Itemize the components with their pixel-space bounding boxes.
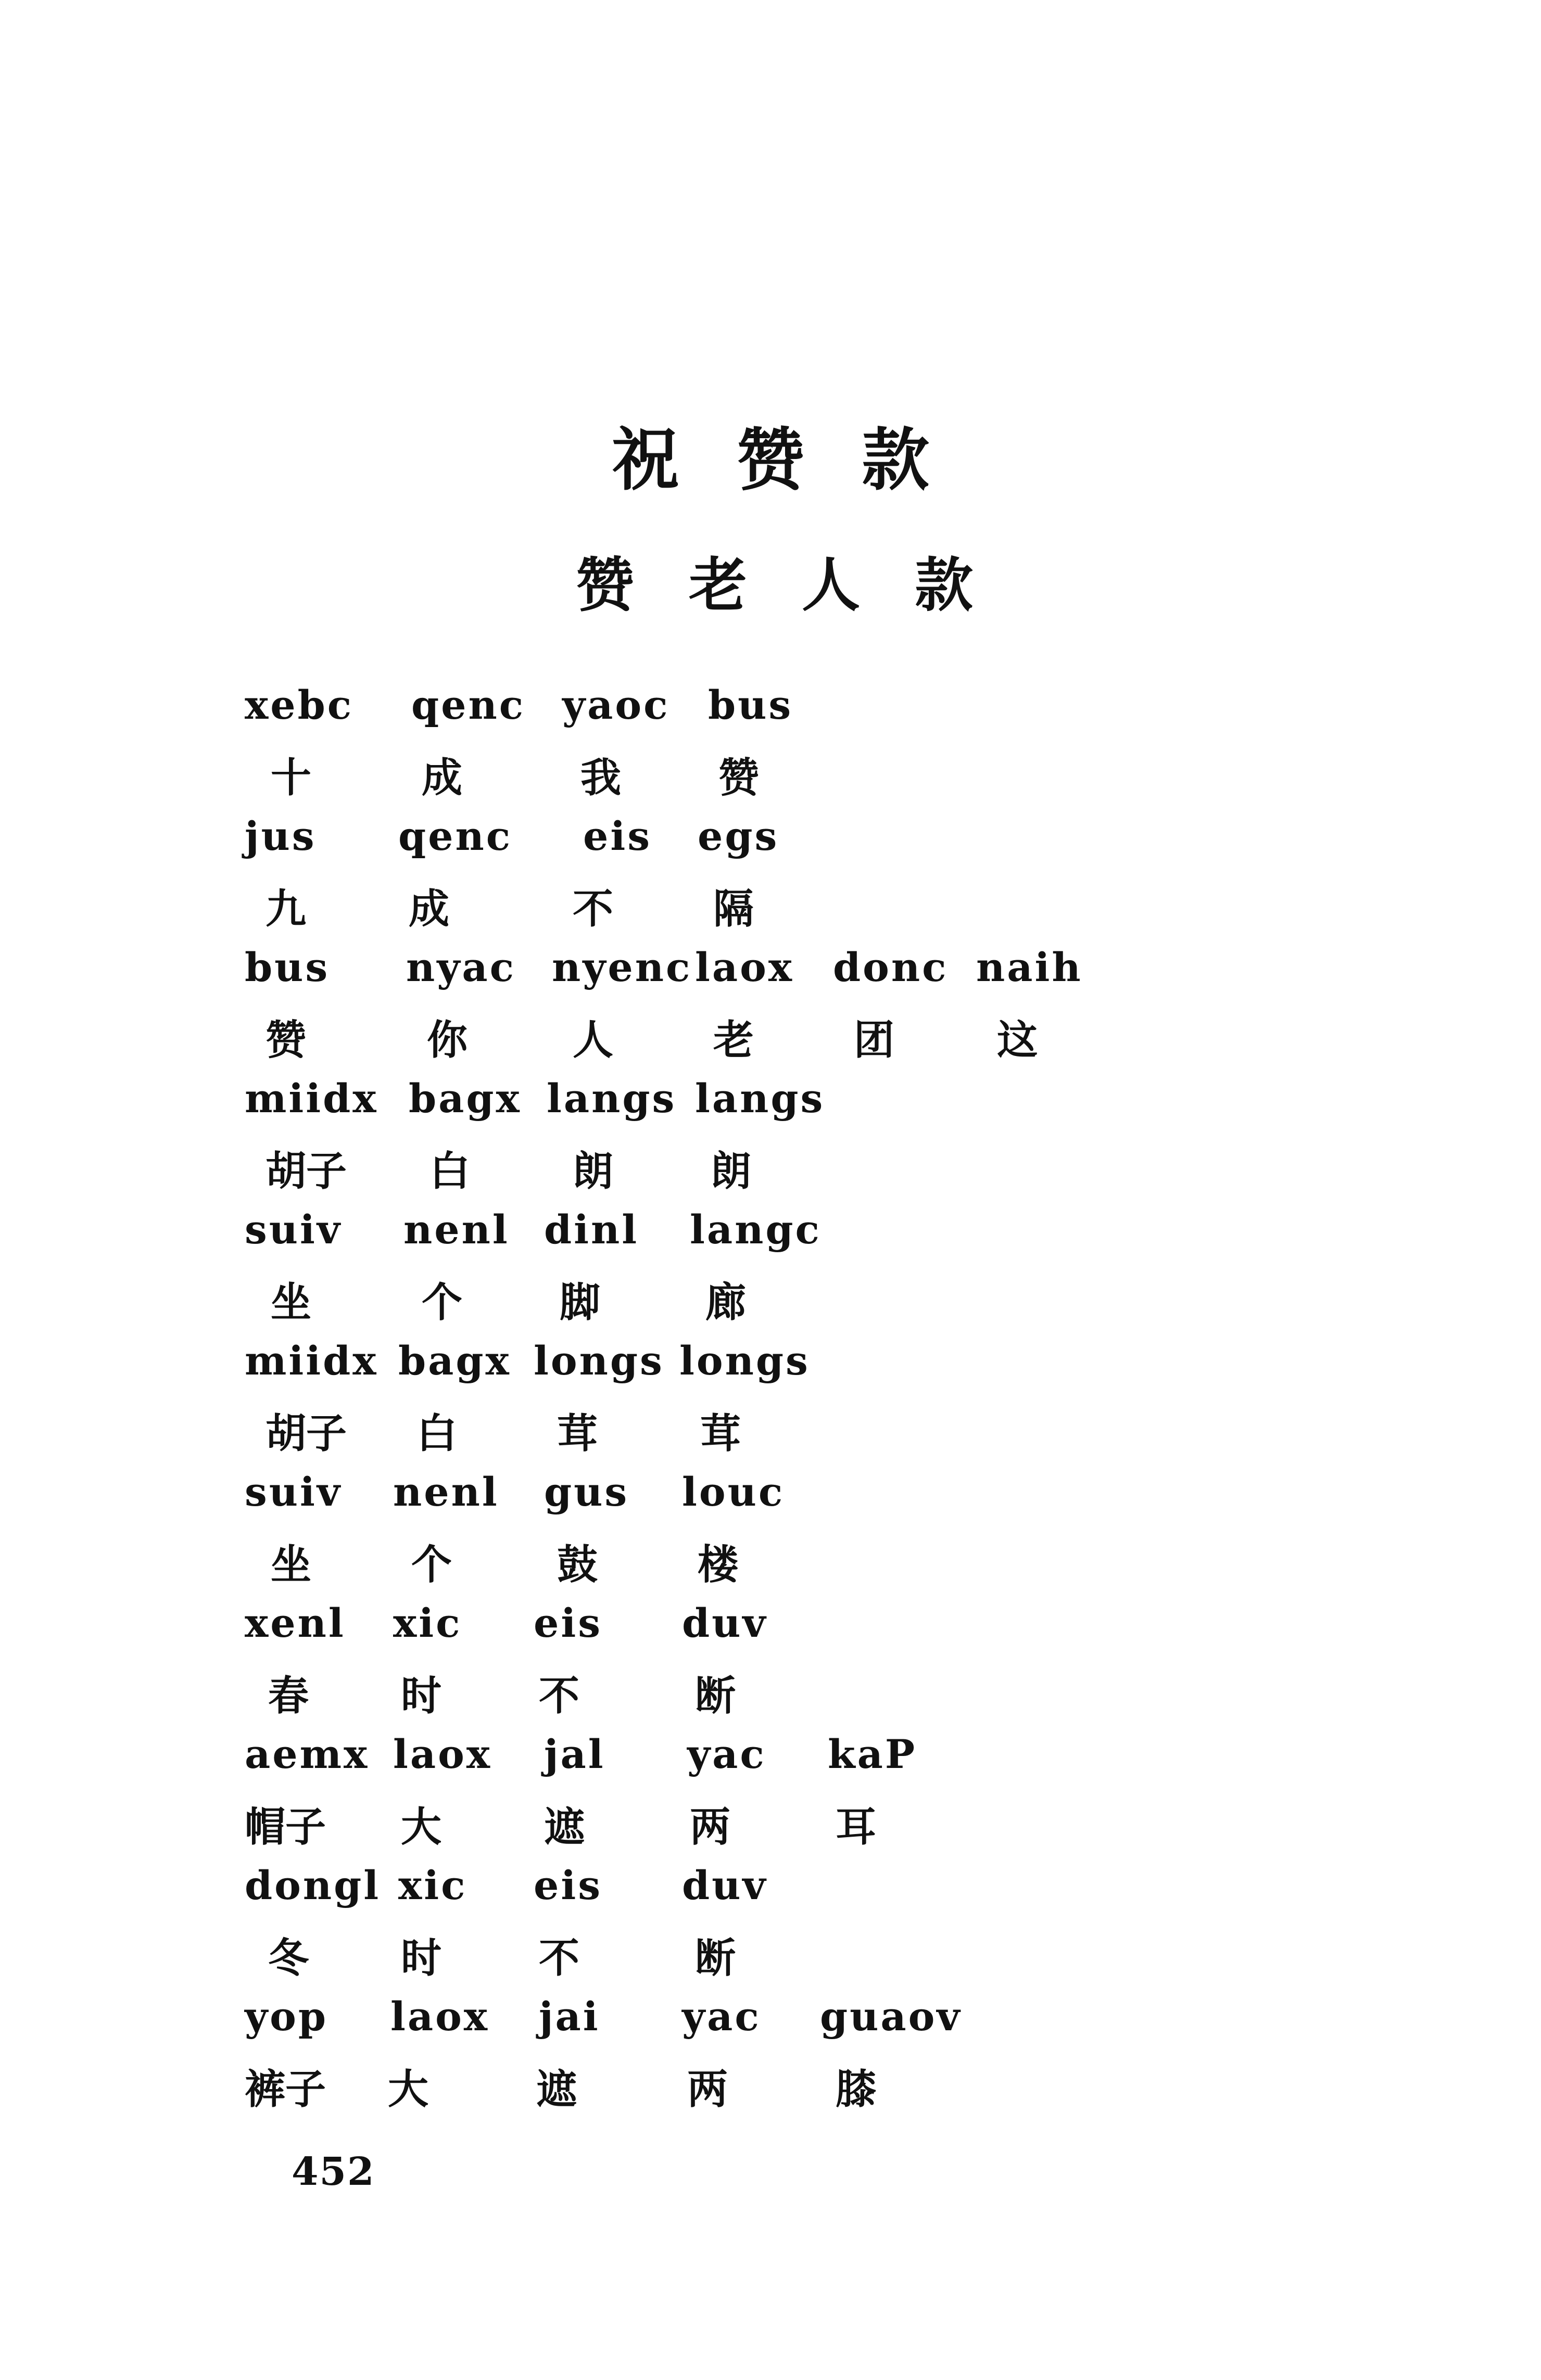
chinese-line <box>245 1010 1390 1075</box>
char: 朗 <box>573 1148 614 1195</box>
char: 朗 <box>711 1148 752 1195</box>
romanized-line <box>245 1731 1390 1797</box>
word: bagx <box>398 1338 511 1384</box>
char: 脚 <box>560 1279 601 1326</box>
word: longs <box>534 1338 664 1384</box>
romanized-line <box>245 1338 1390 1403</box>
char: 老 <box>713 1016 754 1064</box>
word: kaP <box>828 1731 917 1777</box>
word: donc <box>833 944 949 990</box>
word: duv <box>682 1862 768 1908</box>
page-title: 祝赞款 <box>611 420 987 500</box>
char: 裤子 <box>245 2066 326 2113</box>
char: 坐 <box>271 1541 312 1588</box>
word: gus <box>544 1469 629 1515</box>
char: 个 <box>422 1279 463 1326</box>
char: 白 <box>430 1148 471 1195</box>
word: bagx <box>409 1075 522 1122</box>
char: 胡子 <box>266 1410 347 1457</box>
word: louc <box>682 1469 785 1515</box>
word: xebc <box>245 682 354 728</box>
romanized-line <box>245 1075 1390 1141</box>
char: 成 <box>422 754 463 801</box>
word: laox <box>390 1993 490 2040</box>
word: laox <box>393 1731 492 1777</box>
chinese-line <box>245 1534 1390 1600</box>
char: 冬 <box>268 1934 309 1982</box>
romanized-line <box>245 1469 1390 1534</box>
chinese-line <box>245 1403 1390 1469</box>
word: dongl <box>245 1862 381 1908</box>
char: 春 <box>268 1672 309 1720</box>
word: miidx <box>245 1338 378 1384</box>
char: 胡子 <box>266 1148 347 1195</box>
char: 我 <box>580 754 622 801</box>
word: bus <box>245 944 330 990</box>
word: nenl <box>393 1469 499 1515</box>
char: 不 <box>573 885 614 933</box>
char: 不 <box>539 1672 580 1720</box>
chinese-line <box>245 879 1390 944</box>
chinese-line <box>245 1272 1390 1338</box>
char: 十 <box>271 754 312 801</box>
word: yaoc <box>562 682 670 728</box>
romanized-line <box>245 944 1390 1010</box>
romanized-line <box>245 682 1390 747</box>
word: longs <box>679 1338 810 1384</box>
word: nyac <box>406 944 516 990</box>
word: eis <box>534 1862 603 1908</box>
char: 团 <box>854 1016 895 1064</box>
chinese-line <box>245 1665 1390 1731</box>
romanized-line <box>245 1993 1390 2059</box>
word: xic <box>398 1862 468 1908</box>
word: langc <box>690 1206 822 1253</box>
romanized-line <box>245 1862 1390 1928</box>
word: eis <box>583 813 652 859</box>
word: yac <box>687 1731 766 1777</box>
char: 成 <box>409 885 450 933</box>
word: nenl <box>403 1206 510 1253</box>
word: yop <box>245 1993 328 2040</box>
char: 膝 <box>836 2066 877 2113</box>
word: xenl <box>245 1600 346 1646</box>
char: 时 <box>401 1934 442 1982</box>
char: 鼓 <box>557 1541 598 1588</box>
char: 茸 <box>700 1410 741 1457</box>
char: 人 <box>573 1016 614 1064</box>
char: 帽子 <box>245 1803 326 1851</box>
char: 耳 <box>836 1803 877 1851</box>
word: egs <box>698 813 779 859</box>
word: miidx <box>245 1075 378 1122</box>
word: suiv <box>245 1469 343 1515</box>
char: 个 <box>411 1541 452 1588</box>
char: 这 <box>997 1016 1038 1064</box>
word: guaov <box>820 1993 962 2040</box>
verse-block <box>245 682 1390 2124</box>
char: 廊 <box>705 1279 747 1326</box>
char: 大 <box>388 2066 429 2113</box>
word: langs <box>547 1075 677 1122</box>
char: 赞 <box>718 754 760 801</box>
chinese-line <box>245 1797 1390 1862</box>
word: duv <box>682 1600 768 1646</box>
word: bus <box>708 682 793 728</box>
word: laox <box>695 944 794 990</box>
romanized-line <box>245 1206 1390 1272</box>
word: dinl <box>544 1206 639 1253</box>
char: 遮 <box>544 1803 585 1851</box>
char: 断 <box>695 1934 736 1982</box>
char: 两 <box>687 2066 728 2113</box>
romanized-line <box>245 813 1390 879</box>
word: naih <box>976 944 1083 990</box>
char: 隔 <box>713 885 754 933</box>
chinese-line <box>245 747 1390 813</box>
word: aemx <box>245 1731 370 1777</box>
char: 大 <box>401 1803 442 1851</box>
char: 坐 <box>271 1279 312 1326</box>
romanized-line <box>245 1600 1390 1665</box>
char: 九 <box>266 885 307 933</box>
char: 时 <box>401 1672 442 1720</box>
section-title: 赞老人款 <box>576 551 1028 619</box>
word: eis <box>534 1600 603 1646</box>
word: qenc <box>398 813 513 859</box>
char: 赞 <box>266 1016 307 1064</box>
char: 你 <box>427 1016 468 1064</box>
char: 茸 <box>557 1410 598 1457</box>
word: nyenc <box>552 944 692 990</box>
word: jal <box>544 1731 605 1777</box>
chinese-line <box>245 2059 1390 2124</box>
char: 楼 <box>698 1541 739 1588</box>
char: 遮 <box>536 2066 577 2113</box>
word: langs <box>695 1075 825 1122</box>
word: yac <box>682 1993 761 2040</box>
word: jai <box>539 1993 600 2040</box>
word: qenc <box>411 682 526 728</box>
word: xic <box>393 1600 462 1646</box>
char: 断 <box>695 1672 736 1720</box>
word: jus <box>245 813 317 859</box>
page-number: 452 <box>292 2149 375 2194</box>
word: suiv <box>245 1206 343 1253</box>
char: 两 <box>690 1803 731 1851</box>
chinese-line <box>245 1928 1390 1993</box>
chinese-line <box>245 1141 1390 1206</box>
char: 不 <box>539 1934 580 1982</box>
char: 白 <box>416 1410 458 1457</box>
